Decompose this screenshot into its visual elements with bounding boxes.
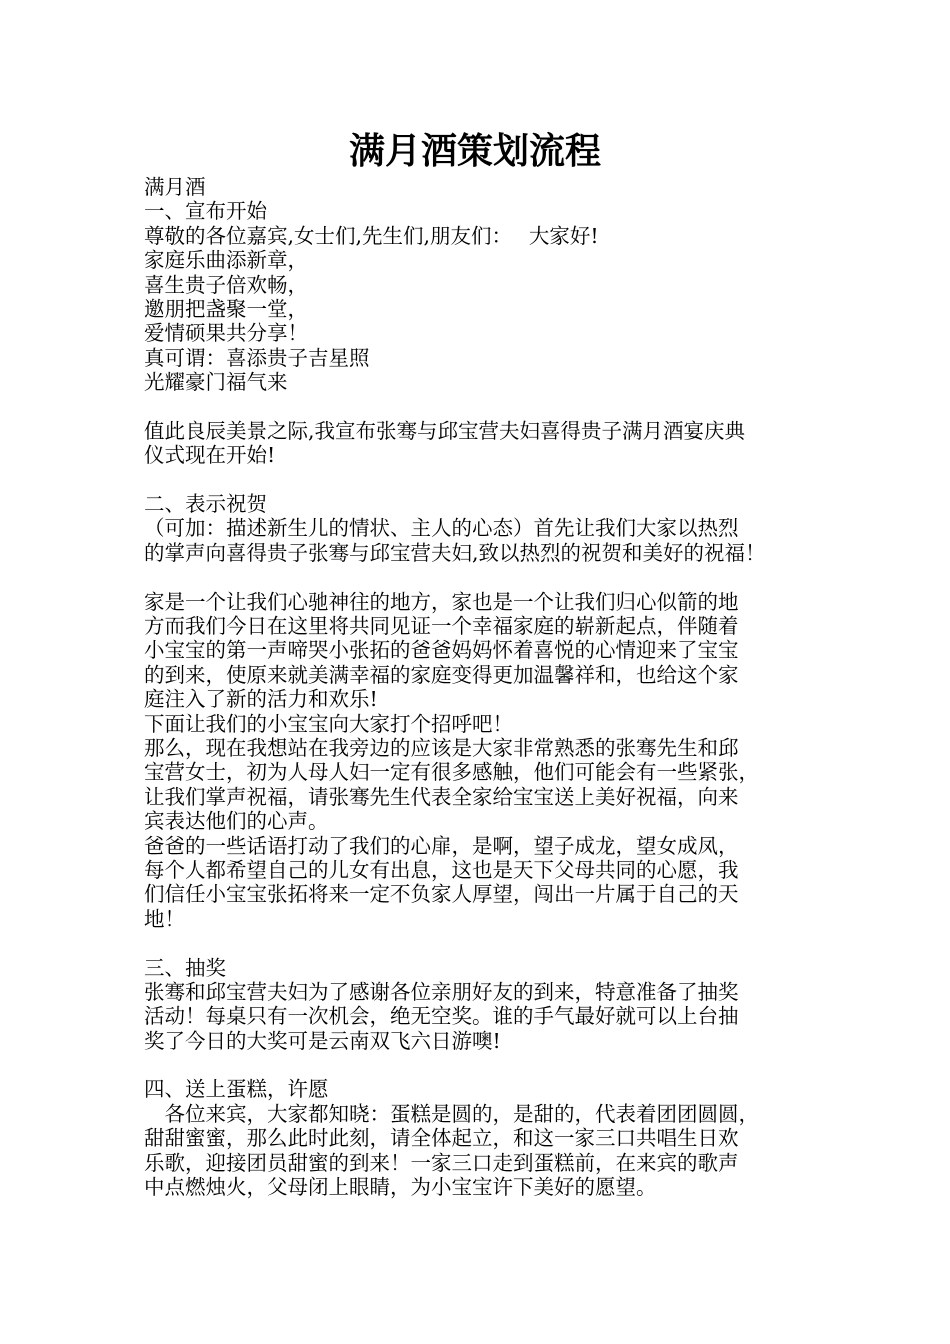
blank-line <box>144 565 824 589</box>
text-line: 活动！每桌只有一次机会，绝无空奖。谁的手气最好就可以上台抽 <box>144 1004 739 1029</box>
text-line: 小宝宝的第一声啼哭小张拓的爸爸妈妈怀着喜悦的心情迎来了宝宝 <box>144 638 739 663</box>
text-line: 们信任小宝宝张拓将来一定不负家人厚望，闯出一片属于自己的天 <box>144 882 739 907</box>
text-line: 中点燃烛火，父母闭上眼睛，为小宝宝许下美好的愿望。 <box>144 1175 657 1200</box>
text-line: 的掌声向喜得贵子张骞与邱宝营夫妇,致以热烈的祝贺和美好的祝福！ <box>144 540 766 565</box>
text-line: 满月酒 <box>144 175 206 199</box>
text-line: 三、抽奖 <box>144 955 226 980</box>
text-line: 方而我们今日在这里将共同见证一个幸福家庭的崭新起点，伴随着 <box>144 614 739 639</box>
text-line: 每个人都希望自己的儿女有出息，这也是天下父母共同的心愿，我 <box>144 857 739 882</box>
blank-line <box>144 931 824 955</box>
document-body <box>144 175 824 1199</box>
text-line: 的到来，使原来就美满幸福的家庭变得更加温馨祥和，也给这个家 <box>144 662 739 687</box>
blank-line <box>144 1053 824 1077</box>
text-line: 甜甜蜜蜜，那么此时此刻，请全体起立，和这一家三口共唱生日欢 <box>144 1126 739 1151</box>
text-line: 宝营女士，初为人母人妇一定有很多感触，他们可能会有一些紧张， <box>144 760 759 785</box>
text-line: （可加：描述新生儿的情状、主人的心态）首先让我们大家以热烈 <box>144 516 739 541</box>
text-line: 家是一个让我们心驰神往的地方，家也是一个让我们归心似箭的地 <box>144 589 739 614</box>
text-line: 邀朋把盏聚一堂， <box>144 296 308 321</box>
text-line: 爱情硕果共分享！ <box>144 321 308 346</box>
text-line: 让我们掌声祝福，请张骞先生代表全家给宝宝送上美好祝福，向来 <box>144 784 739 809</box>
text-line: 下面让我们的小宝宝向大家打个招呼吧！ <box>144 711 513 736</box>
text-line: 宾表达他们的心声。 <box>144 809 329 834</box>
text-line: 庭注入了新的活力和欢乐! <box>144 687 378 712</box>
text-line: 家庭乐曲添新章， <box>144 248 308 273</box>
text-line: 二、表示祝贺 <box>144 492 267 517</box>
document-title: 满月酒策划流程 <box>348 130 601 172</box>
blank-line <box>144 468 824 492</box>
text-line: 值此良辰美景之际,我宣布张骞与邱宝营夫妇喜得贵子满月酒宴庆典 <box>144 418 746 443</box>
text-line: 张骞和邱宝营夫妇为了感谢各位亲朋好友的到来，特意准备了抽奖 <box>144 979 739 1004</box>
text-line: 各位来宾，大家都知晓：蛋糕是圆的，是甜的，代表着团团圆圆， <box>144 1101 759 1126</box>
text-line: 一、宣布开始 <box>144 199 267 224</box>
text-line: 地！ <box>144 906 185 931</box>
text-line: 爸爸的一些话语打动了我们的心扉，是啊，望子成龙，望女成凤， <box>144 833 739 858</box>
blank-line <box>144 395 824 419</box>
text-line: 真可谓：喜添贵子吉星照 <box>144 345 370 370</box>
text-line: 喜生贵子倍欢畅， <box>144 272 308 297</box>
text-line: 那么，现在我想站在我旁边的应该是大家非常熟悉的张骞先生和邱 <box>144 735 739 760</box>
text-line: 仪式现在开始! <box>144 443 276 468</box>
text-line: 尊敬的各位嘉宾,女士们,先生们,朋友们： 大家好! <box>144 223 599 248</box>
text-line: 光耀豪门福气来 <box>144 370 288 395</box>
text-line: 奖了今日的大奖可是云南双飞六日游噢! <box>144 1028 501 1053</box>
text-line: 四、送上蛋糕，许愿 <box>144 1077 329 1102</box>
text-line: 乐歌，迎接团员甜蜜的到来！一家三口走到蛋糕前，在来宾的歌声 <box>144 1150 739 1175</box>
